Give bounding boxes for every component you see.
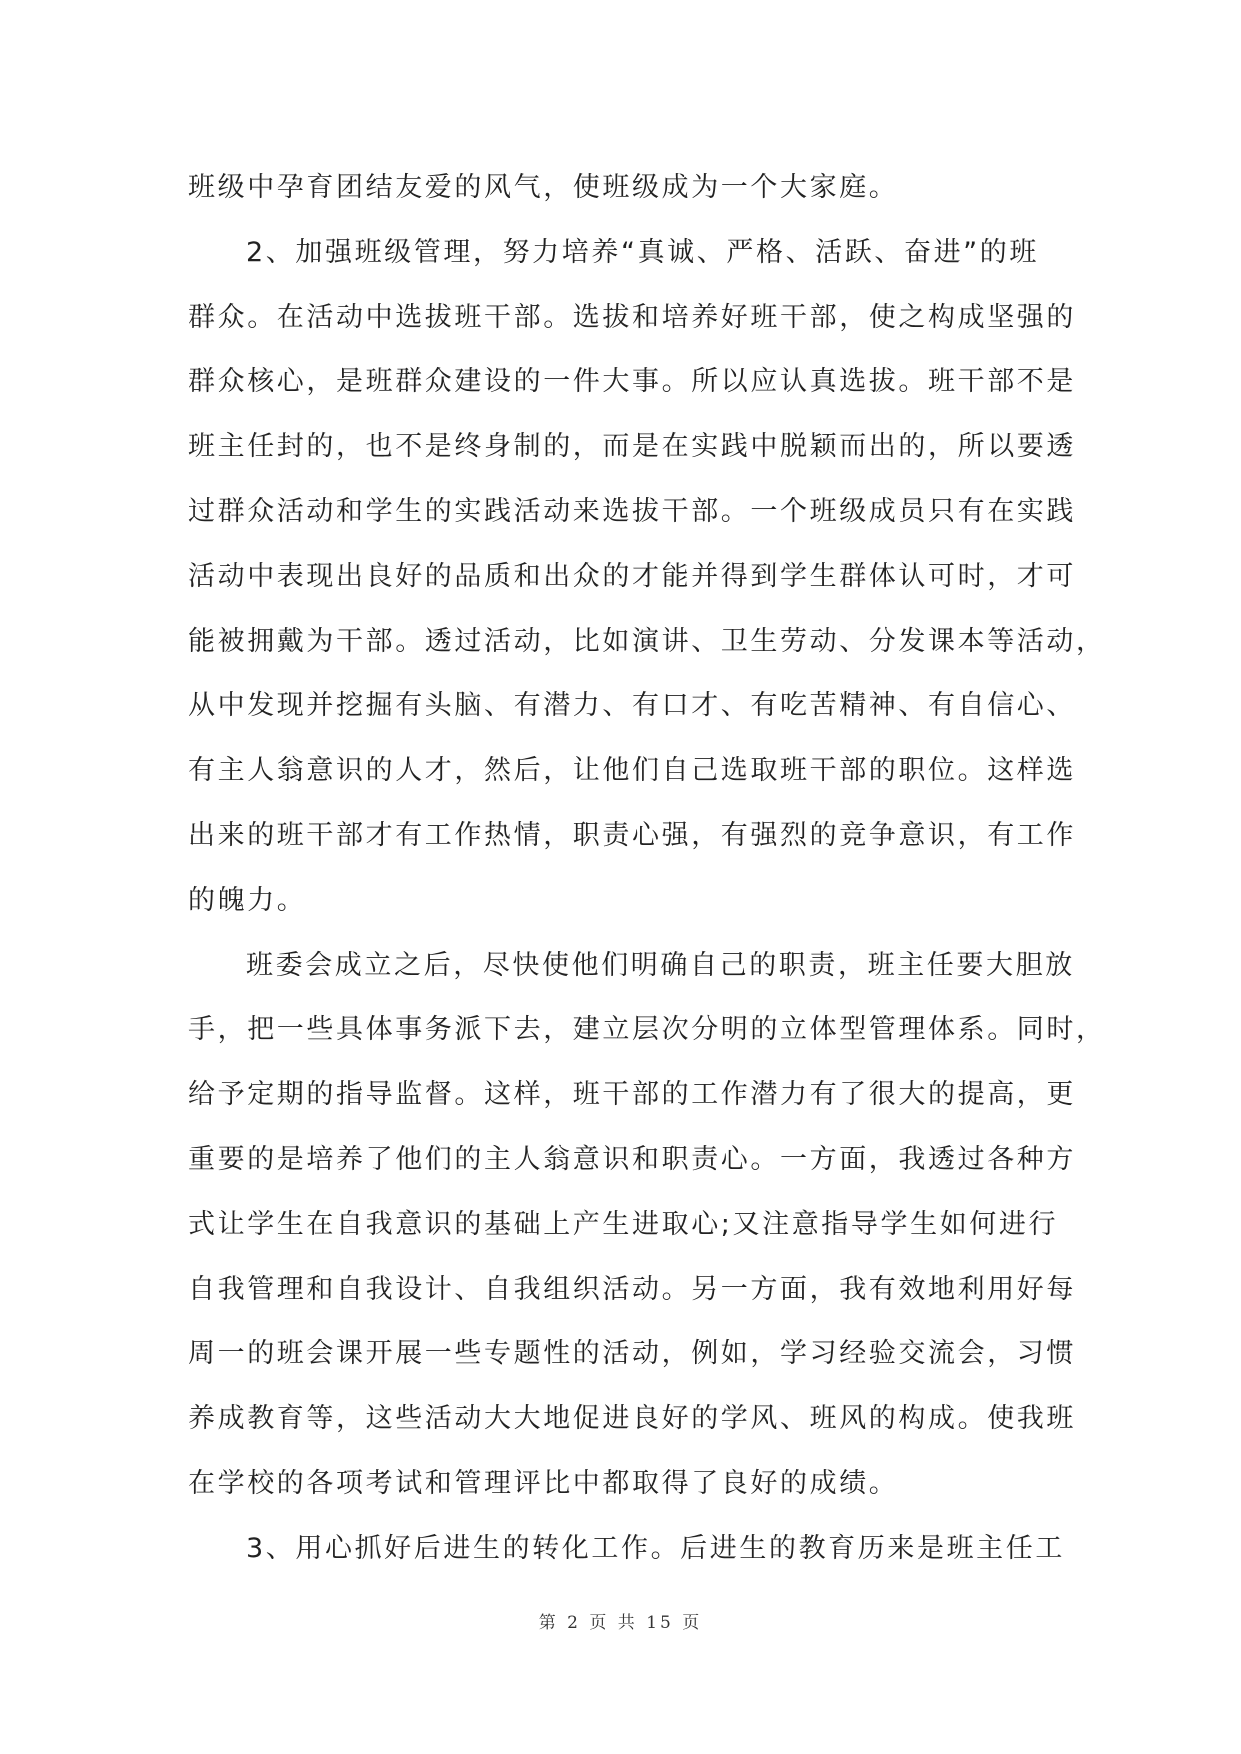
text-line: 手，把一些具体事务派下去，建立层次分明的立体型管理体系。同时， xyxy=(188,1014,1106,1046)
text-line: 给予定期的指导监督。这样，班干部的工作潜力有了很大的提高，更 xyxy=(188,1079,1076,1111)
body-text xyxy=(188,156,1106,1582)
text-line: 班委会成立之后，尽快使他们明确自己的职责，班主任要大胆放 xyxy=(246,949,1075,981)
text-line: 2、加强班级管理，努力培养“真诚、严格、活跃、奋进”的班 xyxy=(246,236,1039,268)
text-line: 自我管理和自我设计、自我组织活动。另一方面，我有效地利用好每 xyxy=(188,1273,1076,1305)
text-line: 式让学生在自我意识的基础上产生进取心;又注意指导学生如何进行 xyxy=(188,1208,1059,1240)
text-line: 有主人翁意识的人才，然后，让他们自己选取班干部的职位。这样选 xyxy=(188,755,1076,787)
text-line: 3、用心抓好后进生的转化工作。后进生的教育历来是班主任工 xyxy=(246,1532,1065,1564)
text-line: 群众。在活动中选拔班干部。选拔和培养好班干部，使之构成坚强的 xyxy=(188,301,1076,333)
page-number-footer: 第 2 页 共 15 页 xyxy=(538,1613,703,1633)
text-line: 班主任封的，也不是终身制的，而是在实践中脱颖而出的，所以要透 xyxy=(188,431,1076,463)
text-line: 周一的班会课开展一些专题性的活动，例如，学习经验交流会，习惯 xyxy=(188,1338,1076,1370)
text-line: 从中发现并挖掘有头脑、有潜力、有口才、有吃苦精神、有自信心、 xyxy=(188,690,1076,722)
text-line: 过群众活动和学生的实践活动来选拔干部。一个班级成员只有在实践 xyxy=(188,495,1076,527)
text-line: 群众核心，是班群众建设的一件大事。所以应认真选拔。班干部不是 xyxy=(188,366,1076,398)
text-line: 能被拥戴为干部。透过活动，比如演讲、卫生劳动、分发课本等活动， xyxy=(188,625,1106,657)
text-line: 的魄力。 xyxy=(188,884,307,916)
text-line: 养成教育等，这些活动大大地促进良好的学风、班风的构成。使我班 xyxy=(188,1403,1076,1435)
text-line: 重要的是培养了他们的主人翁意识和职责心。一方面，我透过各种方 xyxy=(188,1143,1076,1175)
text-line: 在学校的各项考试和管理评比中都取得了良好的成绩。 xyxy=(188,1467,899,1499)
text-line: 活动中表现出良好的品质和出众的才能并得到学生群体认可时，才可 xyxy=(188,560,1076,592)
text-line: 班级中孕育团结友爱的风气，使班级成为一个大家庭。 xyxy=(188,172,899,203)
text-line: 出来的班干部才有工作热情，职责心强，有强烈的竞争意识，有工作 xyxy=(188,819,1076,851)
